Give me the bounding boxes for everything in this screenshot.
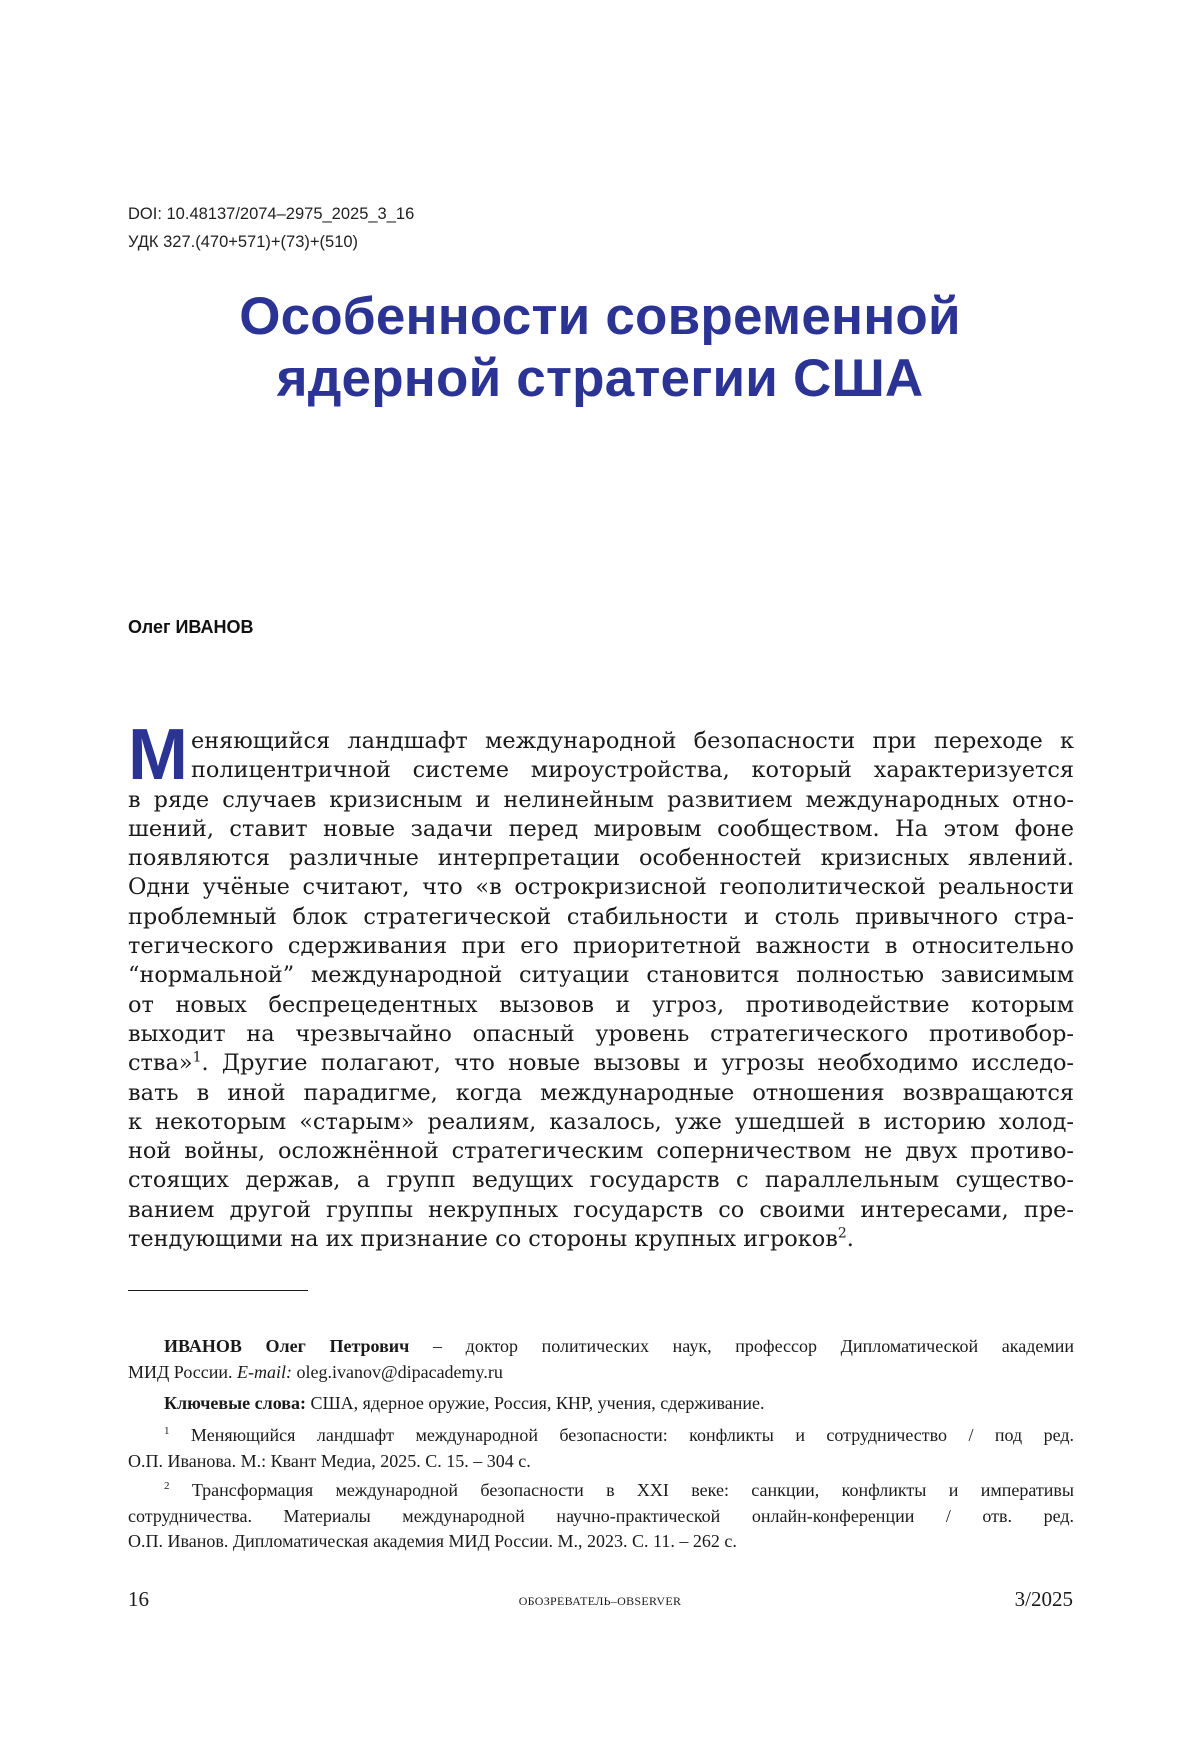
footnote-ref-1: 1 xyxy=(193,1050,202,1066)
article-body xyxy=(128,727,1074,1254)
body-line: тегического сдерживания при его приоритетной важности в относительно xyxy=(128,932,1074,961)
footnote-line: сотрудничества. Материалы международной научно-практической онлайн-конференции / отв. ред. xyxy=(128,1504,1074,1530)
body-line-last xyxy=(128,1225,1074,1254)
footnote-number: 2 xyxy=(164,1480,170,1492)
footnote-line: О.П. Иванов. Дипломатическая академия МИД России. М., 2023. С. 11. – 262 с. xyxy=(128,1529,1074,1555)
article-title xyxy=(0,286,1200,410)
author-name: Олег ИВАНОВ xyxy=(128,617,254,638)
body-line: шений, ставит новые задачи перед мировым сообществом. На этом фоне xyxy=(128,815,1074,844)
journal-name: ОБОЗРЕВАТЕЛЬ–OBSERVER xyxy=(0,1594,1200,1609)
body-line: ванием другой группы некрупных государств со своими интересами, пре- xyxy=(128,1196,1074,1225)
keywords-footnote xyxy=(128,1391,1074,1417)
footnote-2 xyxy=(128,1478,1074,1555)
keywords-line xyxy=(128,1391,1074,1417)
body-text: . xyxy=(847,1226,854,1252)
footnote-number: 1 xyxy=(164,1425,170,1437)
body-line: Одни учёные считают, что «в острокризисной геополитической реальности xyxy=(128,873,1074,902)
body-text: . Другие полагают, что новые вызовы и угрозы необходимо исследо- xyxy=(202,1050,1074,1076)
footnote-line xyxy=(128,1423,1074,1449)
footnote-divider xyxy=(128,1290,308,1291)
author-description: – доктор политических наук, профессор Дипломатической академии xyxy=(409,1336,1074,1356)
body-line: ной войны, осложнённой стратегическим соперничеством не двух противо- xyxy=(128,1137,1074,1166)
footnote-line xyxy=(128,1478,1074,1504)
article-title-line-1: Особенности современной xyxy=(0,286,1200,348)
author-info-footnote xyxy=(128,1334,1074,1385)
page-number: 16 xyxy=(128,1587,149,1612)
drop-cap: М xyxy=(128,723,188,787)
issue-number: 3/2025 xyxy=(1015,1587,1073,1612)
body-line: в ряде случаев кризисным и нелинейным развитием международных отно- xyxy=(128,786,1074,815)
email-label: E-mail: xyxy=(237,1362,292,1382)
udk-line: УДК 327.(470+571)+(73)+(510) xyxy=(128,233,358,252)
doi-line: DOI: 10.48137/2074–2975_2025_3_16 xyxy=(128,205,414,224)
footnote-ref-2: 2 xyxy=(838,1226,847,1242)
body-line-footnote-1 xyxy=(128,1049,1074,1078)
footnote-text: Меняющийся ландшафт международной безопасности: конфликты и сотрудничество / под ред. xyxy=(170,1425,1075,1445)
body-line: “нормальной” международной ситуации становится полностью зависимым xyxy=(128,961,1074,990)
author-affiliation: МИД России. xyxy=(128,1362,237,1382)
author-info-line xyxy=(128,1334,1074,1360)
keywords-label: Ключевые слова: xyxy=(164,1393,306,1413)
body-line: еняющийся ландшафт международной безопасности при переходе к xyxy=(128,727,1074,756)
keywords-list: США, ядерное оружие, Россия, КНР, учения, сдерживание. xyxy=(306,1393,764,1413)
body-text: тендующими на их признание со стороны крупных игроков xyxy=(128,1226,838,1252)
author-full-name: ИВАНОВ Олег Петрович xyxy=(164,1336,409,1356)
author-info-line xyxy=(128,1360,1074,1386)
body-line: к некоторым «старым» реалиям, казалось, уже ушедшей в историю холод- xyxy=(128,1108,1074,1137)
footnote-line: О.П. Иванова. М.: Квант Медиа, 2025. С. 15. – 304 с. xyxy=(128,1449,1074,1475)
body-line: вать в иной парадигме, когда международные отношения возвращаются xyxy=(128,1079,1074,1108)
body-line: выходит на чрезвычайно опасный уровень стратегического противобор- xyxy=(128,1020,1074,1049)
article-title-line-2: ядерной стратегии США xyxy=(0,348,1200,410)
body-line: появляются различные интерпретации особенностей кризисных явлений. xyxy=(128,844,1074,873)
body-line: стоящих держав, а групп ведущих государств с параллельным существо- xyxy=(128,1166,1074,1195)
footnote-text: Трансформация международной безопасности в XXI веке: санкции, конфликты и императивы xyxy=(170,1480,1075,1500)
body-line: проблемный блок стратегической стабильности и столь привычного стра- xyxy=(128,903,1074,932)
author-email[interactable]: oleg.ivanov@dipacademy.ru xyxy=(292,1362,503,1382)
body-text: ства» xyxy=(128,1050,193,1076)
body-line: от новых беспрецедентных вызовов и угроз, противодействие которым xyxy=(128,991,1074,1020)
body-line: полицентричной системе мироустройства, который характеризуется xyxy=(128,756,1074,785)
footnote-1 xyxy=(128,1423,1074,1474)
